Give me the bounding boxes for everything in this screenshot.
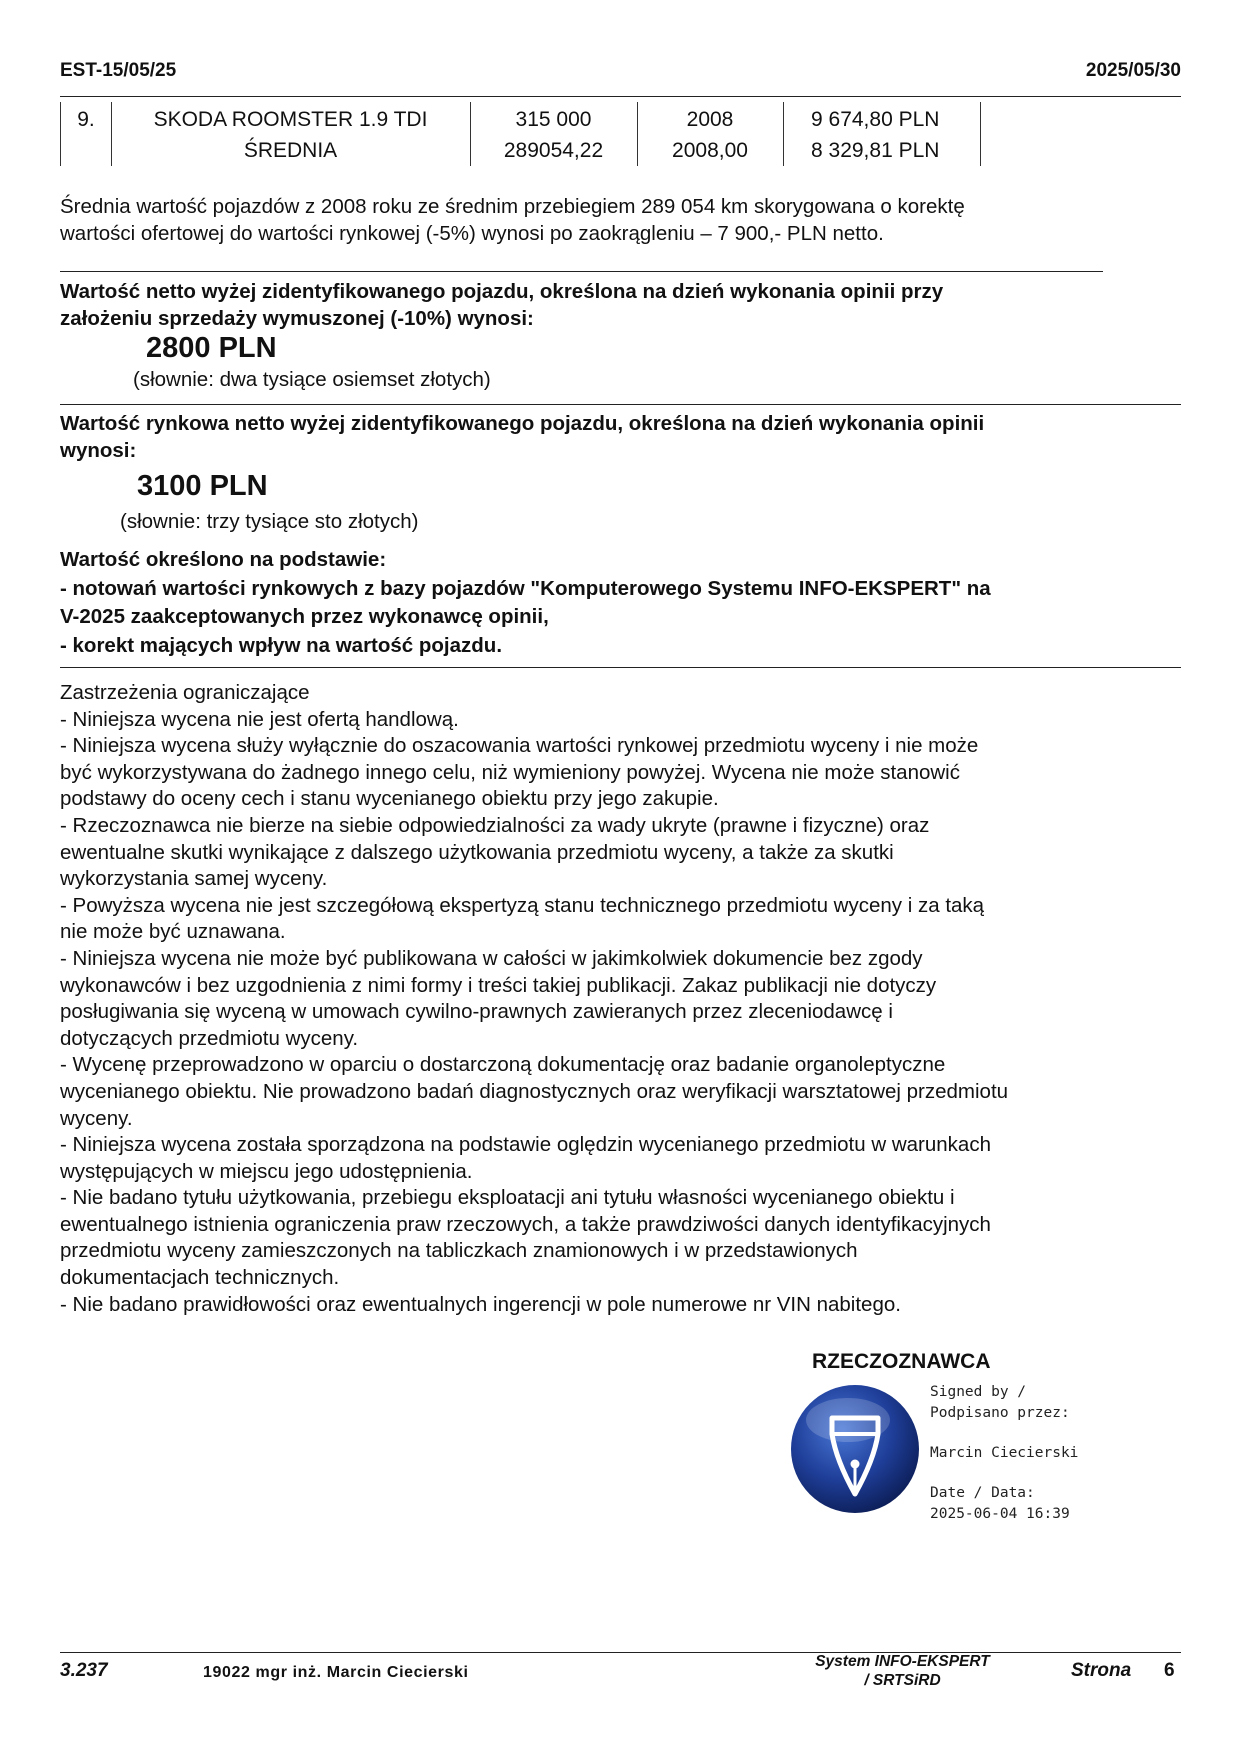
- mileage-cell: [471, 104, 636, 168]
- heading-line: wynosi:: [60, 439, 137, 462]
- signed-by-label-pl: Podpisano przez:: [930, 1405, 1070, 1421]
- signature-date-value: 2025-06-04 16:39: [930, 1506, 1070, 1522]
- section-divider: [60, 404, 1181, 405]
- limitations-line: - Wycenę przeprowadzono w oparciu o dostarczoną dokumentację oraz badanie organoleptyczne: [60, 1053, 946, 1077]
- basis-line: - notowań wartości rynkowych z bazy pojazdów "Komputerowego Systemu INFO-EKSPERT" na: [60, 576, 991, 600]
- price-cell: [784, 104, 980, 168]
- paragraph-line: wartości ofertowej do wartości rynkowej (-5%) wynosi po zaokrągleniu – 7 900,- PLN netto.: [60, 222, 884, 245]
- table-border: [980, 102, 981, 166]
- mileage-average: 289054,22: [503, 139, 604, 162]
- heading-line: Wartość rynkowa netto wyżej zidentyfikowanego pojazdu, określona na dzień wykonania opinii: [60, 412, 985, 435]
- section-divider: [60, 271, 1103, 272]
- valuation-basis: [60, 546, 991, 660]
- header-divider: [60, 96, 1181, 97]
- limitations-line: nie może być uznawana.: [60, 920, 286, 944]
- footer-page-number: 6: [1164, 1660, 1175, 1681]
- paragraph-line: Średnia wartość pojazdów z 2008 roku ze średnim przebiegiem 289 054 km skorygowana o korektę: [60, 195, 965, 218]
- basis-line: V-2025 zaakceptowanych przez wykonawcę opinii,: [60, 605, 549, 628]
- limitations-line: - Rzeczoznawca nie bierze na siebie odpowiedzialności za wady ukryte (prawne i fizyczne) oraz: [60, 813, 930, 837]
- basis-line: - korekt mających wpływ na wartość pojazdu.: [60, 633, 503, 657]
- limitations-line: - Niniejsza wycena nie jest ofertą handlową.: [60, 707, 459, 731]
- limitations-line: - Powyższa wycena nie jest szczegółową ekspertyzą stanu technicznego przedmiotu wyceny i za taką: [60, 893, 985, 917]
- limitations-line: wycenianego obiektu. Nie prowadzono badań diagnostycznych oraz weryfikacji warsztatowej przedmiotu: [60, 1079, 1009, 1103]
- market-value-amount: 3100 PLN: [137, 470, 268, 502]
- limitations-line: - Nie badano tytułu użytkowania, przebiegu eksploatacji ani tytułu własności wycenianego obiektu i: [60, 1186, 955, 1210]
- limitations-line: występujących w miejscu jego udostępnienia.: [60, 1159, 473, 1183]
- limitations-line: - Niniejsza wycena nie może być publikowana w całości w jakimkolwiek dokumencie bez zgody: [60, 946, 923, 970]
- price-value: 9 674,80 PLN: [811, 108, 940, 131]
- heading-line: Wartość netto wyżej zidentyfikowanego pojazdu, określona na dzień wykonania opinii przy: [60, 280, 944, 303]
- limitations-line: - Niniejsza wycena służy wyłącznie do oszacowania wartości rynkowej przedmiotu wyceny i nie może: [60, 734, 979, 758]
- limitations-line: dotyczących przedmiotu wyceny.: [60, 1026, 359, 1050]
- signer-name: Marcin Ciecierski: [930, 1445, 1079, 1461]
- footer-system: [790, 1652, 1015, 1690]
- signature-title: RZECZOZNAWCA: [812, 1350, 991, 1373]
- vehicle-cell: [112, 104, 469, 168]
- footer-system-line: / SRTSiRD: [864, 1672, 941, 1689]
- limitations-line: ewentualne skutki wynikające z dalszego użytkowania przedmiotu wyceny, a także za skutki: [60, 840, 894, 864]
- document-date: 2025/05/30: [1085, 60, 1181, 81]
- document-id: EST-15/05/25: [60, 60, 177, 81]
- limitations-line: ewentualnego istnienia ograniczenia praw rzeczowych, a także prawdziwości danych identyfikacyjnych: [60, 1212, 991, 1236]
- heading-line: założeniu sprzedaży wymuszonej (-10%) wynosi:: [60, 307, 534, 330]
- limitations-line: Zastrzeżenia ograniczające: [60, 681, 310, 704]
- price-average: 8 329,81 PLN: [811, 139, 940, 162]
- limitations-line: wykorzystania samej wyceny.: [60, 867, 328, 891]
- limitations-line: wyceny.: [60, 1106, 133, 1130]
- vehicle-name: SKODA ROOMSTER 1.9 TDI: [153, 108, 428, 131]
- digital-signature-info: [930, 1382, 1078, 1525]
- market-value-words: (słownie: trzy tysiące sto złotych): [120, 510, 419, 533]
- footer-code: 3.237: [60, 1660, 108, 1681]
- section-divider: [60, 667, 1181, 668]
- limitations-line: - Nie badano prawidłowości oraz ewentualnych ingerencji w pole numerowe nr VIN nabitego.: [60, 1292, 901, 1316]
- forced-sale-heading: [60, 278, 943, 332]
- year-value: 2008: [686, 108, 734, 131]
- year-cell: [638, 104, 782, 168]
- forced-sale-words: (słownie: dwa tysiące osiemset złotych): [133, 368, 491, 391]
- footer-page-label: Strona: [1071, 1660, 1132, 1681]
- forced-sale-amount: 2800 PLN: [146, 332, 277, 364]
- footer-author: 19022 mgr inż. Marcin Ciecierski: [203, 1664, 469, 1681]
- limitations-line: posługiwania się wyceną w umowach cywilno-prawnych zawieranych przez zleceniodawcę i: [60, 1000, 893, 1024]
- mileage-value: 315 000: [515, 108, 592, 131]
- table-border: [60, 102, 61, 166]
- limitations-line: przedmiotu wyceny zamieszczonych na tabliczkach znamionowych i w przedstawionych: [60, 1239, 858, 1263]
- limitations-line: podstawy do oceny cech i stanu wycenianego obiektu przy jego zakupie.: [60, 787, 719, 811]
- limitations-line: być wykorzystywana do żadnego innego celu, niż wymieniony powyżej. Wycena nie może stanowić: [60, 760, 960, 784]
- signature-date-label: Date / Data:: [930, 1485, 1035, 1501]
- average-value-paragraph: [60, 193, 965, 247]
- limitations-line: wykonawców i bez uzgodnienia z nimi formy i treści takiej publikacji. Zakaz publikacji nie dotyczy: [60, 973, 937, 997]
- row-number: 9.: [77, 108, 95, 131]
- footer-system-line: System INFO-EKSPERT: [815, 1653, 990, 1670]
- limitations-line: dokumentacjach technicznych.: [60, 1266, 340, 1290]
- basis-line: Wartość określono na podstawie:: [60, 548, 387, 571]
- year-average: 2008,00: [672, 139, 748, 162]
- limiting-conditions: [60, 680, 1190, 1318]
- limitations-line: - Niniejsza wycena została sporządzona na podstawie oględzin wycenianego przedmiotu w warunkach: [60, 1133, 991, 1157]
- market-value-heading: [60, 410, 984, 464]
- vehicle-average-label: ŚREDNIA: [243, 139, 338, 162]
- pen-nib-signature-icon: [788, 1382, 922, 1516]
- signed-by-label: Signed by /: [930, 1384, 1027, 1400]
